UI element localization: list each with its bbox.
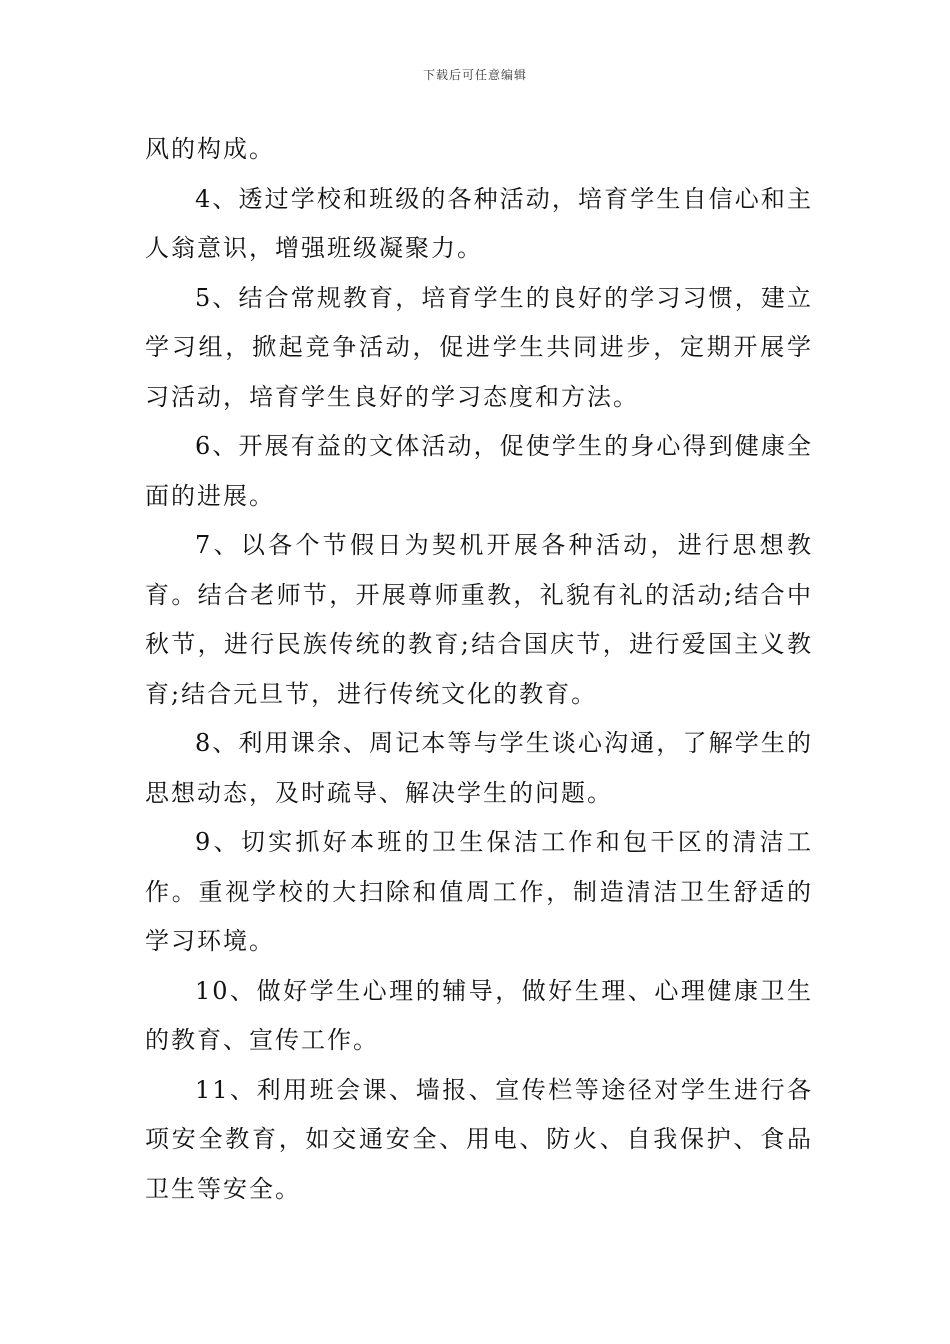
paragraph-item-11: 11、利用班会课、墙报、宣传栏等途径对学生进行各项安全教育，如交通安全、用电、防火、自我保护、食品卫生等安全。 — [145, 1075, 813, 1203]
paragraph-item-6: 6、开展有益的文体活动，促使学生的身心得到健康全面的进展。 — [145, 432, 813, 510]
paragraph-item-7: 7、以各个节假日为契机开展各种活动，进行思想教育。结合老师节，开展尊师重教，礼貌有礼的活动;结合中秋节，进行民族传统的教育;结合国庆节，进行爱国主义教育;结合元旦节，进行传统文化的教育。 — [145, 531, 813, 708]
paragraph-item-9: 9、切实抓好本班的卫生保洁工作和包干区的清洁工作。重视学校的大扫除和值周工作，制造清洁卫生舒适的学习环境。 — [145, 828, 813, 955]
document-body — [145, 125, 813, 1214]
paragraph-item-5: 5、结合常规教育，培育学生的良好的学习习惯，建立学习组，掀起竞争活动，促进学生共同进步，定期开展学习活动，培育学生良好的学习态度和方法。 — [145, 283, 813, 411]
page-header-note: 下载后可任意编辑 — [422, 68, 527, 82]
paragraph-item-10: 10、做好学生心理的辅导，做好生理、心理健康卫生的教育、宣传工作。 — [145, 976, 813, 1054]
paragraph-item-4: 4、透过学校和班级的各种活动，培育学生自信心和主人翁意识，增强班级凝聚力。 — [145, 184, 813, 262]
paragraph-continuation: 风的构成。 — [145, 135, 275, 163]
paragraph-item-8: 8、利用课余、周记本等与学生谈心沟通，了解学生的思想动态，及时疏导、解决学生的问题。 — [145, 729, 813, 807]
